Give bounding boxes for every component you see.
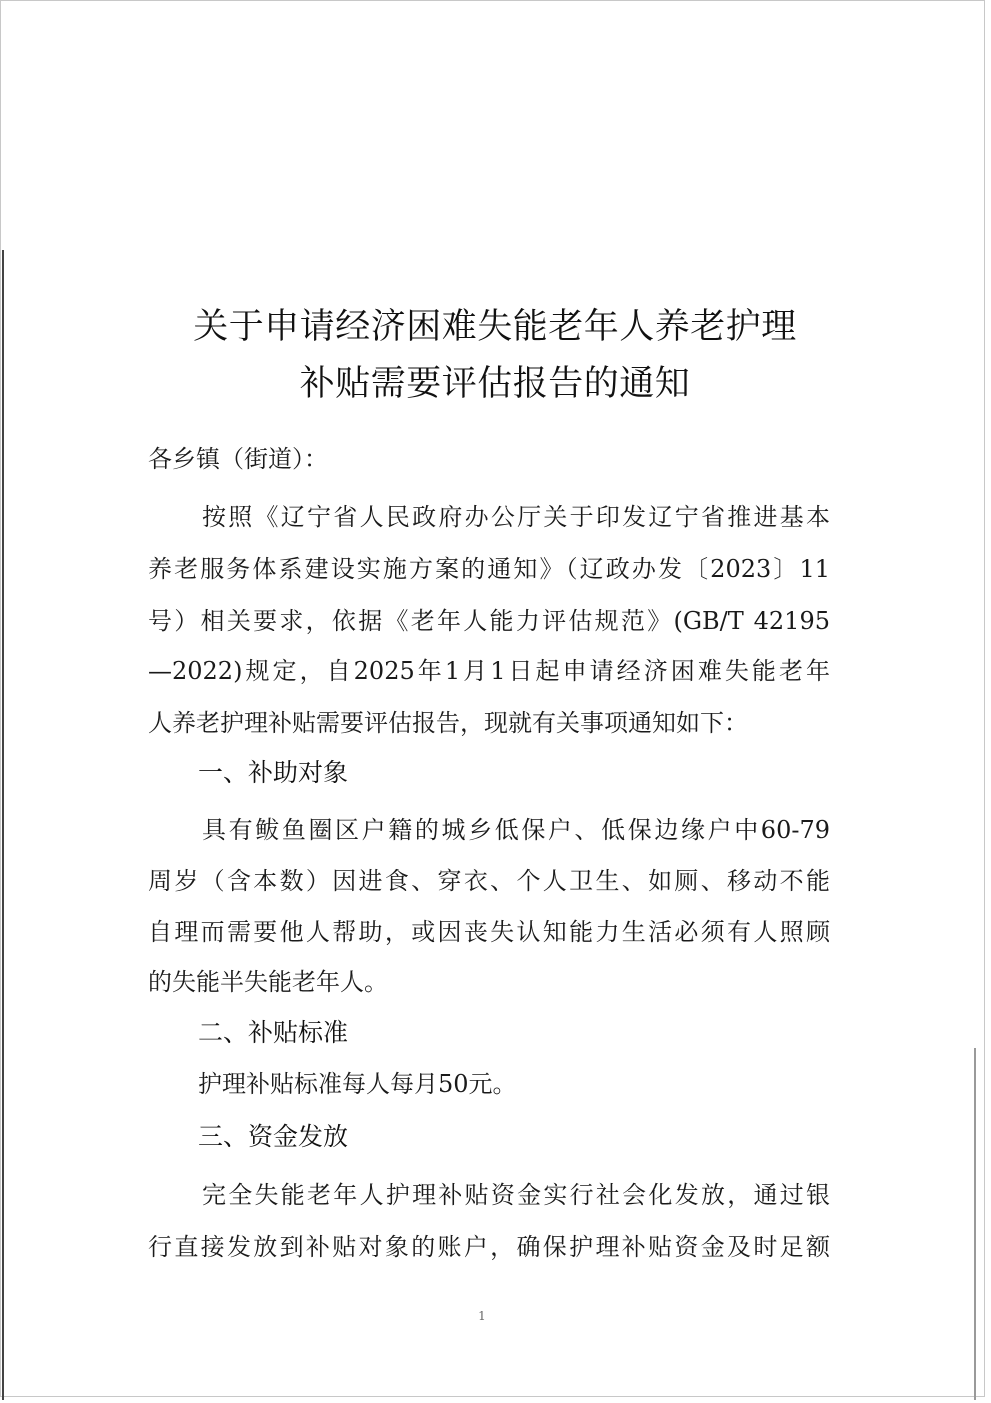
section-1-line-1: 具有鲅鱼圈区户籍的城乡低保户、低保边缘户中60-79	[202, 816, 830, 844]
section-1-line-4: 的失能半失能老年人。	[148, 968, 388, 996]
intro-line-1: 按照《辽宁省人民政府办公厅关于印发辽宁省推进基本	[202, 503, 830, 531]
section-2-line-1: 护理补贴标准每人每月50元。	[198, 1070, 517, 1098]
section-3-line-1: 完全失能老年人护理补贴资金实行社会化发放，通过银	[202, 1181, 830, 1209]
section-1-line-2: 周岁（含本数）因进食、穿衣、个人卫生、如厕、移动不能	[148, 867, 830, 895]
salutation: 各乡镇（街道）：	[148, 445, 328, 473]
document-title-line-2: 补贴需要评估报告的通知	[299, 364, 691, 404]
section-1-line-3: 自理而需要他人帮助，或因丧失认知能力生活必须有人照顾	[148, 918, 830, 946]
intro-line-2: 养老服务体系建设实施方案的通知》（辽政办发〔2023〕11	[148, 555, 830, 583]
intro-line-3: 号）相关要求，依据《老年人能力评估规范》(GB/T 42195	[148, 607, 830, 635]
section-1-heading: 一、补助对象	[198, 758, 349, 787]
section-3-line-2: 行直接发放到补贴对象的账户，确保护理补贴资金及时足额	[148, 1233, 830, 1261]
document-title-line-1: 关于申请经济困难失能老年人养老护理	[193, 307, 797, 347]
page-number: 1	[478, 1309, 486, 1323]
section-2-heading: 二、补贴标准	[198, 1018, 349, 1047]
intro-line-5: 人养老护理补贴需要评估报告，现就有关事项通知如下：	[148, 709, 748, 737]
intro-line-4: —2022)规定，自2025年1月1日起申请经济困难失能老年	[148, 657, 830, 685]
section-3-heading: 三、资金发放	[198, 1122, 349, 1151]
